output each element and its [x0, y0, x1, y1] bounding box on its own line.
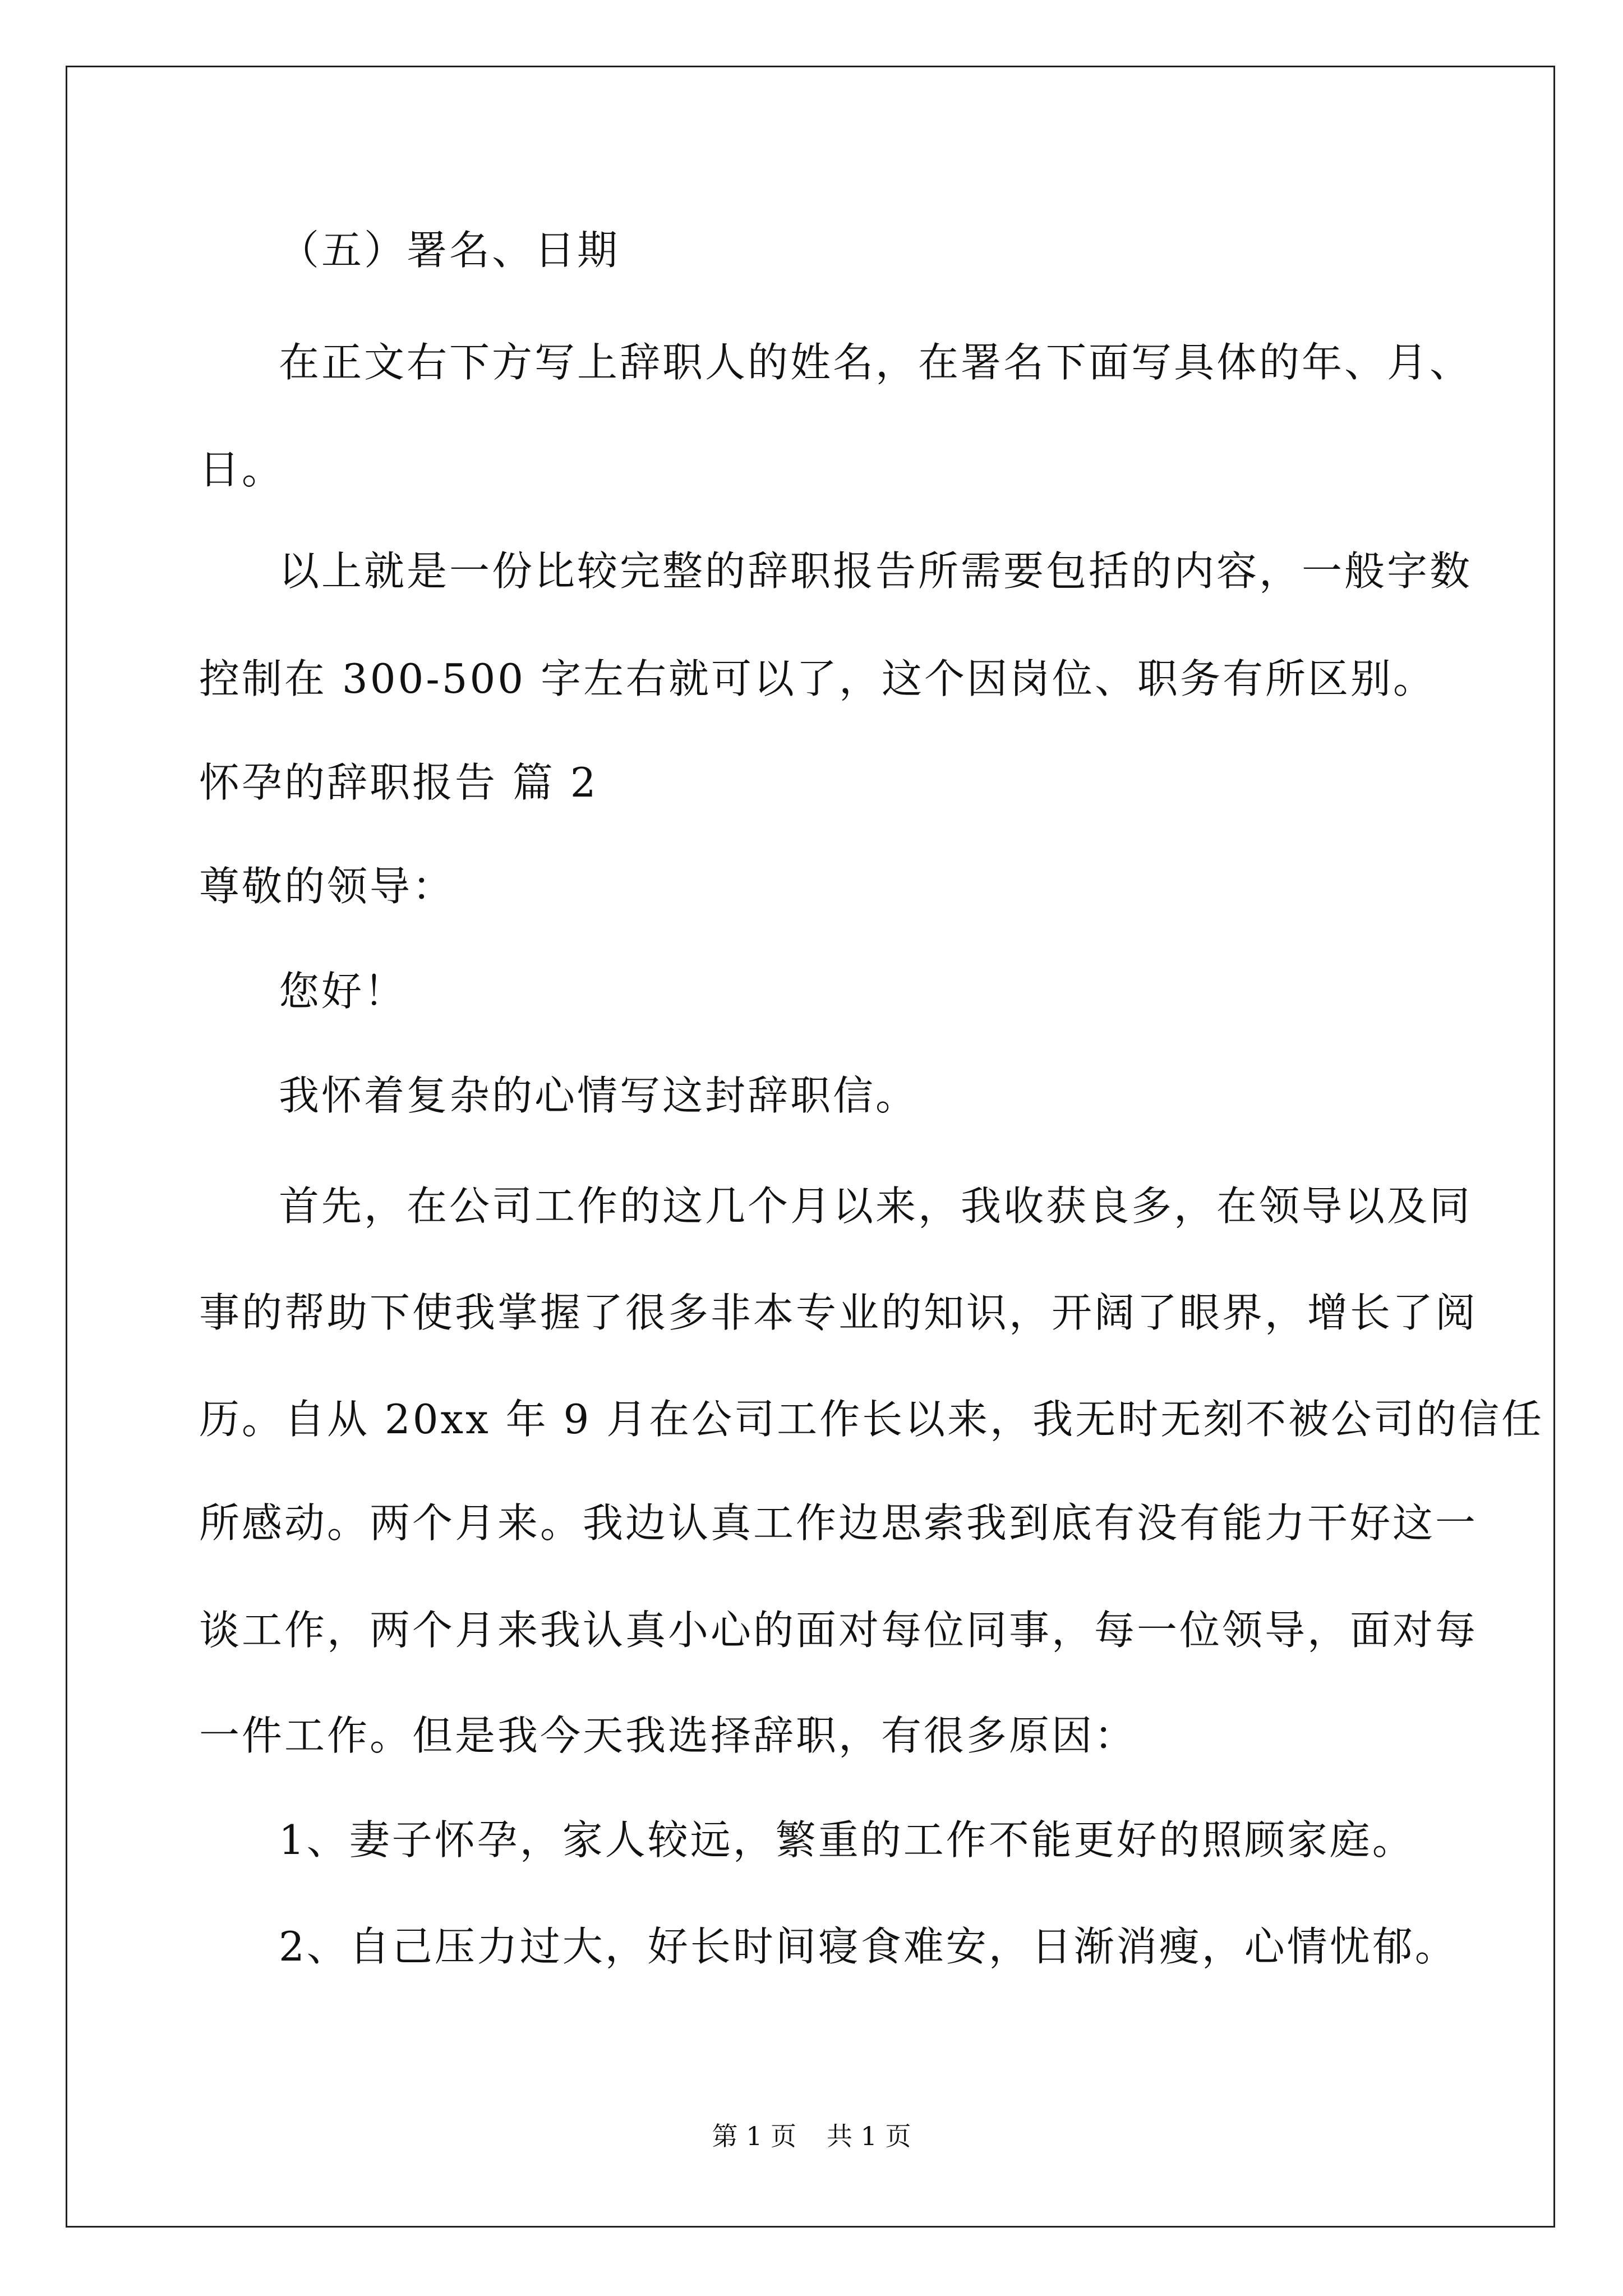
paragraph-line: 以上就是一份比较完整的辞职报告所需要包括的内容，一般字数 — [279, 547, 1473, 595]
salutation: 尊敬的领导： — [199, 863, 455, 910]
paragraph-line: 一件工作。但是我今天我选择辞职，有很多原因： — [199, 1712, 1137, 1759]
greeting: 您好！ — [279, 968, 407, 1015]
paragraph-line: 在正文右下方写上辞职人的姓名，在署名下面写具体的年、月、 — [279, 339, 1473, 386]
paragraph-line: 谈工作，两个月来我认真小心的面对每位同事，每一位领导，面对每 — [199, 1607, 1478, 1654]
paragraph-line: 历。自从 20xx 年 9 月在公司工作长以来，我无时无刻不被公司的信任 — [199, 1396, 1544, 1443]
paragraph-line: 我怀着复杂的心情写这封辞职信。 — [279, 1072, 919, 1119]
page-total: 共 1 页 — [827, 2121, 911, 2151]
page-number: 第 1 页 — [712, 2121, 796, 2151]
paragraph-line: 首先，在公司工作的这几个月以来，我收获良多，在领导以及同 — [279, 1182, 1473, 1230]
paragraph-line: 日。 — [199, 446, 285, 493]
paragraph-line: 所感动。两个月来。我边认真工作边思索我到底有没有能力干好这一 — [199, 1499, 1478, 1547]
list-item: 1、妻子怀孕，家人较远，繁重的工作不能更好的照顾家庭。 — [279, 1816, 1415, 1864]
list-item: 2、自己压力过大，好长时间寝食难安，日渐消瘦，心情忧郁。 — [279, 1923, 1458, 1970]
section-heading: （五）署名、日期 — [279, 227, 620, 274]
paragraph-line: 控制在 300-500 字左右就可以了，这个因岗位、职务有所区别。 — [199, 655, 1436, 702]
page-footer — [0, 2119, 1623, 2153]
paragraph-line: 事的帮助下使我掌握了很多非本专业的知识，开阔了眼界，增长了阅 — [199, 1289, 1478, 1336]
article-heading: 怀孕的辞职报告 篇 2 — [199, 759, 598, 806]
